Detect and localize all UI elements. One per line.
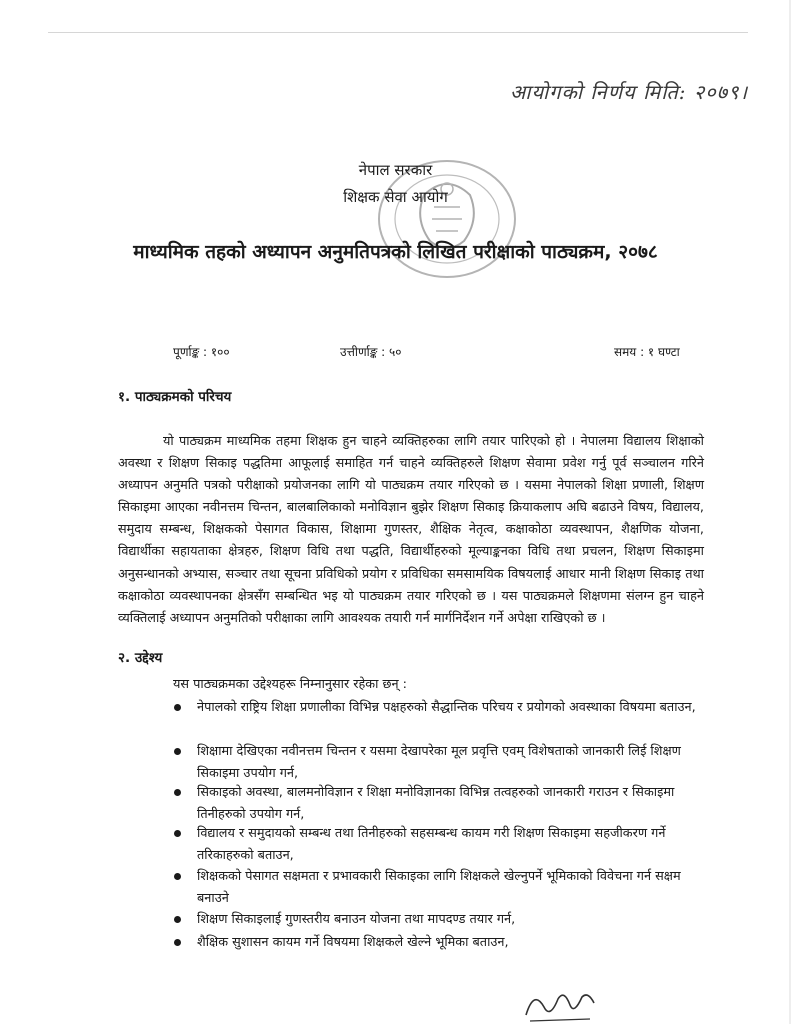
government-name: नेपाल सरकार — [358, 161, 433, 179]
scan-top-edge — [48, 32, 748, 33]
pass-marks: उत्तीर्णाङ्क : ५० — [340, 345, 402, 359]
objective-text: शिक्षण सिकाइलाई गुणस्तरीय बनाउन योजना तथा मापदण्ड तयार गर्न, — [197, 912, 516, 927]
bullet-icon — [174, 704, 181, 711]
objective-text: नेपालको राष्ट्रिय शिक्षा प्रणालीका विभिन्न पक्षहरुको सैद्धान्तिक परिचय र प्रयोगको अवस्थाका विषयमा बताउन, — [197, 700, 696, 715]
introduction-paragraph: यो पाठ्यक्रम माध्यमिक तहमा शिक्षक हुन चाहने व्यक्तिहरुका लागि तयार पारिएको हो । नेपालमा विद्यालय शिक्षाको अवस्था र शिक्षण सिकाइ पद्धतिमा आफूलाई समाहित गर्न चाहने व्यक्तिहरुले शिक्षण सेवामा प्रवेश गर्नु पूर्व सञ्चालन गरिने अध्यापन अनुमति पत्रको परीक्षाको प्रयोजनका लागि यो पाठ्यक्रम तयार गरिएको छ । यसमा नेपालको शिक्षा प्रणाली, शिक्षण सिकाइमा आएका नवीनत्तम चिन्तन, बालबालिकाको मनोविज्ञान बुझेर शिक्षण सिकाइ क्रियाकलाप अघि बढाउने विषय, विद्यालय, समुदाय सम्बन्ध, शिक्षकको पेसागत विकास, शिक्षामा गुणस्तर, शैक्षिक नेतृत्व, कक्षाकोठा व्यवस्थापन, शैक्षणिक योजना, विद्यार्थीका सहायताका क्षेत्रहरु, शिक्षण विधि तथा पद्धति, विद्यार्थीहरुको मूल्याङ्कनका विधि तथा प्रचलन, शिक्षण सिकाइमा अनुसन्धानको अभ्यास, सञ्चार तथा सूचना प्रविधिको प्रयोग र प्रविधिका समसामयिक विषयलाई आधार मानी शिक्षण सिकाइ तथा कक्षाकोठा व्यवस्थापनका क्षेत्रसँग सम्बन्धित भइ यो पाठ्यक्रम तयार गरिएको छ । यस पाठ्यक्रमले शिक्षणमा संलग्न हुन चाहने व्यक्तिलाई अध्यापन अनुमतिको परीक्षाका लागि आवश्यक तयारी गर्न मार्गनिर्देशन गर्ने अपेक्षा राखिएको छ । — [118, 434, 704, 626]
objective-text: शिक्षामा देखिएका नवीनत्तम चिन्तन र यसमा देखापरेका मूल प्रवृत्ति एवम् विशेषताको जानकारी लिई शिक्षण सिकाइमा उपयोग गर्न, — [197, 744, 681, 781]
document-title: माध्यमिक तहको अध्यापन अनुमतिपत्रको लिखित परीक्षाको पाठ्यक्रम, २०७८ — [133, 241, 658, 263]
signature-icon — [520, 985, 600, 1025]
bullet-icon — [174, 873, 181, 880]
bullet-icon — [174, 830, 181, 837]
commission-name: शिक्षक सेवा आयोग — [343, 188, 448, 206]
bullet-icon — [174, 748, 181, 755]
bullet-icon — [174, 789, 181, 796]
objective-text: शिक्षकको पेसागत सक्षमता र प्रभावकारी सिकाइका लागि शिक्षकले खेल्नुपर्ने भूमिकाको विवेचना गर्न सक्षम बनाउने — [197, 869, 681, 906]
bullet-icon — [174, 916, 181, 923]
section-heading-introduction: १. पाठ्यक्रमको परिचय — [118, 389, 232, 405]
section-heading-objectives: २. उद्देश्य — [118, 650, 163, 666]
handwritten-decision-date: आयोगको निर्णय मिति: २०७९। — [510, 80, 749, 104]
objective-text: शैक्षिक सुशासन कायम गर्ने विषयमा शिक्षकले खेल्ने भूमिका बताउन, — [197, 935, 509, 950]
objective-text: सिकाइको अवस्था, बालमनोविज्ञान र शिक्षा मनोविज्ञानका विभिन्न तत्वहरुको जानकारी गराउन र सिकाइमा तिनीहरुको उपयोग गर्न, — [197, 785, 675, 822]
full-marks: पूर्णाङ्क : १०० — [173, 345, 230, 359]
objectives-intro: यस पाठ्यक्रमका उद्देश्यहरू निम्नानुसार रहेका छन् : — [173, 677, 407, 692]
objective-text: विद्यालय र समुदायको सम्बन्ध तथा तिनीहरुको सहसम्बन्ध कायम गरी शिक्षण सिकाइमा सहजीकरण गर्ने तरिकाहरुको बताउन, — [197, 826, 666, 863]
exam-time: समय : १ घण्टा — [614, 345, 680, 359]
bullet-icon — [174, 939, 181, 946]
